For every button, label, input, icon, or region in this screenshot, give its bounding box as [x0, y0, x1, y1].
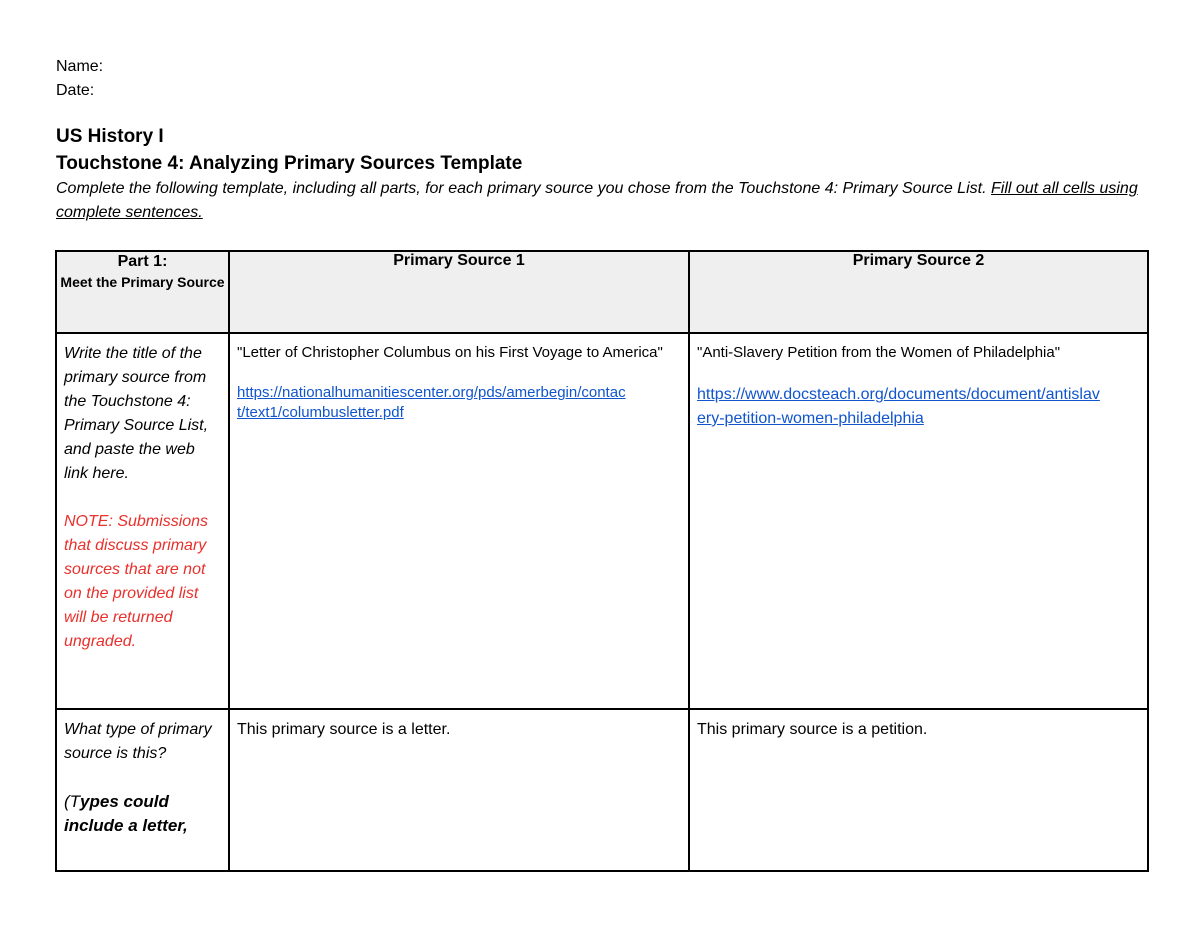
part-sublabel: Meet the Primary Source	[60, 274, 225, 290]
note-warning: NOTE: Submissions that discuss primary sources that are not on the provided list will be returned ungraded.	[64, 513, 209, 650]
part-label: Part 1:	[117, 253, 168, 270]
instructions-text: Complete the following template, including all parts, for each primary source you chose from the Touchstone 4: Primary Source List.	[56, 180, 987, 197]
source-1-type-cell[interactable]	[229, 709, 689, 871]
primary-source-2-header: Primary Source 2	[689, 251, 1148, 333]
table-row	[56, 333, 1148, 709]
title-prompt-cell	[56, 333, 229, 709]
title-prompt	[57, 334, 228, 654]
document-page	[56, 55, 1146, 225]
source-2-type-answer: This primary source is a petition.	[697, 721, 928, 738]
type-prompt-bold: ypes could include a letter,	[64, 792, 188, 835]
source-1-title-cell[interactable]	[229, 333, 689, 709]
type-prompt-text: What type of primary source is this?	[64, 721, 212, 762]
type-prompt-examples	[64, 790, 222, 838]
type-prompt	[57, 710, 228, 838]
type-prompt-cell	[56, 709, 229, 871]
source-1-link[interactable]: https://nationalhumanitiescenter.org/pds/amerbegin/contact/text1/columbusletter.pdf	[237, 384, 626, 421]
type-prompt-paren: (T	[64, 792, 81, 811]
instructions-underlined: Fill out all cells using complete sentences.	[56, 180, 1138, 221]
source-2-link[interactable]: https://www.docsteach.org/documents/document/antislavery-petition-women-philadelphia	[697, 386, 1100, 427]
source-1-title: "Letter of Christopher Columbus on his First Voyage to America"	[237, 344, 663, 361]
source-2-title-cell[interactable]	[689, 333, 1148, 709]
course-title: US History I	[56, 126, 164, 147]
source-1-type-answer: This primary source is a letter.	[237, 721, 451, 738]
date-label: Date:	[56, 82, 95, 99]
document-title: Touchstone 4: Analyzing Primary Sources Template	[56, 153, 523, 174]
instructions	[56, 177, 1146, 225]
title-prompt-text: Write the title of the primary source from the Touchstone 4: Primary Source List, and paste the web link here.	[64, 345, 209, 482]
primary-source-table	[55, 250, 1149, 872]
source-2-type-cell[interactable]	[689, 709, 1148, 871]
primary-source-1-header: Primary Source 1	[229, 251, 689, 333]
table-row	[56, 709, 1148, 871]
source-2-title: "Anti-Slavery Petition from the Women of Philadelphia"	[697, 344, 1061, 361]
part-header-cell	[56, 251, 229, 333]
table-header-row	[56, 251, 1148, 333]
name-label: Name:	[56, 58, 104, 75]
